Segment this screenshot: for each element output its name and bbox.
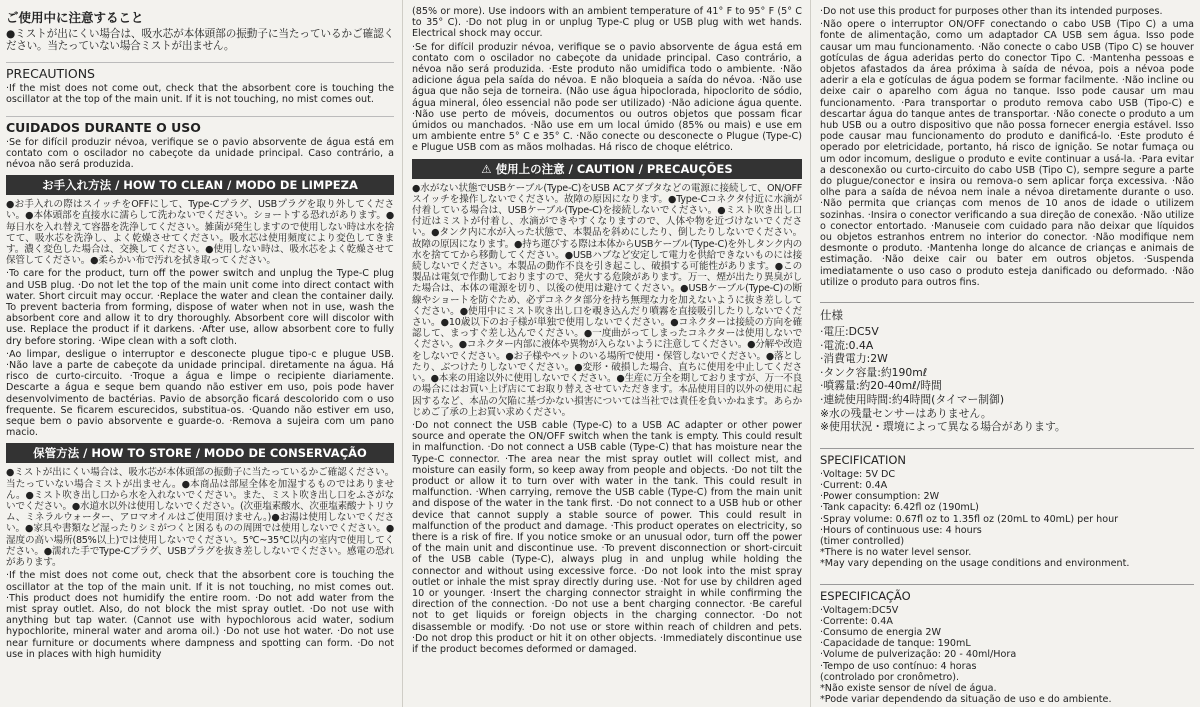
- store-en-continued: (85% or more). Use indoors with an ambient temperature of 41° F to 95° F (5° C to 35° C). ·Do not plug in or unplug Type-C plug or USB plug with wet hands. Electrical shock may occur.: [412, 6, 802, 40]
- spec-pt-line: (controlado por cronômetro).: [820, 671, 960, 683]
- column-right: [814, 0, 1200, 707]
- spec-pt-line: ·Consumo de energia 2W: [820, 627, 942, 639]
- spec-jp-heading: 仕様: [820, 302, 1194, 323]
- spec-pt-line: ·Tempo de uso contínuo: 4 horas: [820, 660, 977, 672]
- clean-pt-text: ·Ao limpar, desligue o interruptor e desconecte plugue tipo-c e plugue USB. ·Não lave a parte de cabeçote da unidade principal. diretamente na água. Há risco de curto-circuito. ·Troque a água e limpe o recipiente diariamente. Descarte a água e seque bem quando não estiver em uso, pois pode haver desenvolvimento de bactérias. Pavio de absorção ficará descolorido com o uso frequente. Se ficarem escurecidos, substitua-os. ·Quando não estiver em uso, seque bem o pavio absorvente e guarde-o. ·Remova a sujeira com um pano macio.: [6, 348, 394, 439]
- pt-usage-heading: CUIDADOS DURANTE O USO: [6, 116, 394, 135]
- precautions-text: ·If the mist does not come out, check that the absorbent core is touching the oscillator at the top of the main unit. If it is not touching, no mist comes out.: [6, 83, 394, 106]
- pt-usage-text: ·Se for difícil produzir névoa, verifique se o pavio absorvente de água está em contato com o oscilador no cabeçote da unidade principal. Caso contrário, a névoa não será produzida.: [6, 136, 394, 170]
- fold-line: [810, 0, 811, 707]
- caution-pt-text: ·Não opere o interruptor ON/OFF conectando o cabo USB (Tipo C) a uma fonte de alimentação, como um adaptador CA USB sem água. Isso pode causar um mau funcionamento. ·Não conecte o cabo USB (Tipo C) se houver gotículas de água aderidas perto do conector Tipo C. ·Mantenha pessoas e objetos afastados da área próxima à saída de névoa, pois a névoa pode aderir a ela e gotículas de água podem se formar facilmente. ·Não incline ou deixe cair o aparelho com água no tanque. Isso pode causar um mau funcionamento. ·Para transportar o produto remova cabo USB (Tipo-C) e descartar água do tanque antes de transportar. ·Não conecte o produto a um hub USB ou a outro dispositivo que não possa fornecer energia estável. Isso pode causar mau funcionamento do produto e danificá-lo. ·Este produto é operado por eletricidade, portanto, há risco de ignição. Se notar fumaça ou um odor incomum, desligue o produto e evite continuar a usá-la. ·Para evitar a desconexão ou curto-circuito do cabo USB (Tipo C), sempre segure a parte do plugue/conector e insira ou remova-o sem aplicar força excessiva. ·Não olhe para a saída de névoa nem inale a névoa diretamente durante o uso. ·Não permita que crianças com menos de 10 anos de idade o utilizem sozinhas. ·Insira o conector verificando a sua direção de conexão. ·Não utilize o conector entortado. ·Manuseie com cuidado para não deixar que líquidos ou objetos estranhos entrem no interior do conector. ·Não modifique nem desmonte o produto. ·Mantenha longe do alcance de crianças e animais de estimação. ·Não deixe cair ou bater em outros objetos. ·Suspenda imediatamente o uso caso o produto esteja danificado ou deformado. ·Não utilize o produto para outros fins.: [820, 19, 1194, 288]
- jp-usage-text: ●ミストが出にくい場合は、吸水芯が本体頭部の振動子に当たっているかご確認ください。当たっていない場合ミストが出ません。: [6, 28, 394, 53]
- spec-pt-line: ·Corrente: 0.4A: [820, 615, 893, 627]
- spec-jp-line: ※使用状況・環境によって異なる場合があります。: [820, 420, 1066, 434]
- spec-pt-list: [820, 605, 1194, 706]
- spec-en-line: ·Tank capacity: 6.42fl oz (190mL): [820, 502, 979, 514]
- spec-jp-line: ·電圧:DC5V: [820, 325, 879, 339]
- spec-en-line: ·Spray volume: 0.67fl oz to 1.35fl oz (20mL to 40mL) per hour: [820, 513, 1119, 525]
- caution-heading-label: 使用上の注意 / CAUTION / PRECAUÇÕES: [495, 161, 733, 176]
- spec-pt-line: *Não existe sensor de nível de água.: [820, 683, 997, 695]
- spec-en-line: *There is no water level sensor.: [820, 547, 972, 559]
- spec-pt-line: ·Volume de pulverização: 20 - 40ml/Hora: [820, 649, 1017, 661]
- fold-line: [402, 0, 403, 707]
- spec-pt-line: *Pode variar dependendo da situação de uso e do ambiente.: [820, 694, 1112, 706]
- spec-en-heading: SPECIFICATION: [820, 448, 1194, 467]
- how-to-store-heading: 保管方法 / HOW TO STORE / MODO DE CONSERVAÇÃO: [6, 443, 394, 463]
- spec-pt-line: ·Voltagem:DC5V: [820, 604, 899, 616]
- caution-heading: [412, 159, 802, 179]
- clean-jp-text: ●お手入れの際はスイッチをOFFにして、Type-Cプラグ、USBプラグを取り外してください。●本体頭部を直接水に濡らして洗わないでください。ショートする恐れがあります。●毎日水を入れ替えて容器を洗浄してください。雑菌が発生しますので使用しない時は水を捨てて、吸水芯を洗浄し、よく乾燥させてください。吸水芯は使用頻度により変色してきます。濃く変色した場合は、交換してください。●使用しない時は、吸水芯をよく乾燥させて保管してください。●柔らかい布で汚れを拭き取ってください。: [6, 199, 394, 267]
- spec-jp-line: ·噴霧量:約20-40mℓ/時間: [820, 379, 942, 393]
- store-jp-text: ●ミストが出にくい場合は、吸水芯が本体頭部の振動子に当たっているかご確認ください。当たっていない場合ミストが出ません。●本商品は部屋全体を加湿するものではありません。●ミスト吹き出し口から水を入れないでください。また、ミスト吹き出し口をふさがないでください。●水道水以外は使用しないでください。(次亜塩素酸水、次亜塩素酸ナトリウム、ミネラルウォーター、アロマオイルはご使用頂けません。)●お湯は使用しないでください。●家具や書類など湿ったりシミがつくと困るものの周囲では使用しないでください。●湿度の高い場所(85%以上)では使用しないでください。5℃~35℃以内の室内で使用してください。●濡れた手でType-Cプラグ、USBプラグを抜き差ししないでください。感電の恐れがあります。: [6, 467, 394, 569]
- spec-en-line: (timer controlled): [820, 536, 905, 548]
- column-left: [0, 0, 400, 707]
- spec-en-list: [820, 469, 1194, 570]
- spec-en-line: ·Current: 0.4A: [820, 480, 888, 492]
- spec-en-line: ·Hours of continuous use: 4 hours: [820, 524, 982, 536]
- spec-jp-line: ·消費電力:2W: [820, 352, 888, 366]
- spec-jp-line: ·電流:0.4A: [820, 338, 874, 352]
- spec-jp-list: [820, 325, 1194, 434]
- spec-jp-line: ·連続使用時間:約4時間(タイマー制御): [820, 393, 1005, 407]
- spec-jp-line: ※水の残量センサーはありません。: [820, 406, 992, 420]
- spec-en-line: ·Voltage: 5V DC: [820, 468, 896, 480]
- spec-pt-line: ·Capacidade de tanque: 190mL: [820, 638, 971, 650]
- spec-en-line: ·Power consumption: 2W: [820, 491, 940, 503]
- store-en-text: ·If the mist does not come out, check that the absorbent core is touching the oscillator at the top of the main unit. If it is not touching, no mist comes out. ·This product does not humidify the entire room. ·Do not add water from the mist spray outlet. Also, do not block the mist spray outlet. ·Do not use with anything but tap water. (Cannot use with hypochlorous acid water, sodium hypochlorite, mineral water and aroma oil.) ·Do not use hot water. ·Do not use near furniture or documents where dampness and spotting can form. ·Do not use in places with high humidity: [6, 570, 394, 660]
- caution-en-continued: ·Do not use this product for purposes other than its intended purposes.: [820, 6, 1163, 17]
- precautions-heading: PRECAUTIONS: [6, 62, 394, 81]
- column-middle: [406, 0, 808, 707]
- clean-en-text: ·To care for the product, turn off the power switch and unplug the Type-C plug and USB plug. ·Do not let the top of the main unit come into direct contact with water. Short circuit may occur. ·Replace the water and clean the container daily. To prevent bacteria from forming, dispose of water when not in use, wash the absorbent core and allow it to dry thoroughly. Absorbent core will discolor with use. Replace the product if it darkens. ·After use, allow absorbent core to fully dry before storing. ·Wipe clean with a soft cloth.: [6, 268, 394, 347]
- how-to-clean-heading: お手入れ方法 / HOW TO CLEAN / MODO DE LIMPEZA: [6, 175, 394, 195]
- caution-en-text: ·Do not connect the USB cable (Type-C) to a USB AC adapter or other power source and operate the ON/OFF switch when the tank is empty. This could result in malfunction. ·Do not connect a USB cable (Type-C) that has moisture near the Type-C connector. ·The area near the mist spray outlet will collect mist, and moisture can easily form, so keep away from people and objects. ·Do not tilt the product or allow it to turn over with water in the tank. This could result in malfunction. ·When carrying, remove the USB cable (Type-C) from the main unit and dispose of the water in the tank first. ·Do not connect to a USB hub or other device that cannot supply a stable source of power. This could result in malfunction of the product and damage. ·This product operates on electricity, so there is a risk of fire. If you notice smoke or an unusual odor, turn off the power of the main unit and discontinue use. ·To prevent disconnection or short-circuit of the USB cable (Type-C), always plug in and unplug while holding the connector and without using excessive force. ·Do not look into the mist spray outlet or inhale the mist spray directly during use. ·Not for use by children aged 10 or younger. ·Insert the charging connector straight in while confirming the direction of the connection. ·Do not use a bent charging connector. ·Be careful not to get liquids or foreign objects in the charging connector. ·Do not disassemble or modify. ·Do not use or store within reach of children and pets. ·Do not drop this product or hit it on other objects. ·Immediately discontinue use if the product becomes deformed or damaged.: [412, 419, 802, 655]
- spec-pt-heading: ESPECIFICAÇÃO: [820, 584, 1194, 603]
- spec-jp-line: ·タンク容量:約190mℓ: [820, 365, 928, 379]
- spec-en-line: *May vary depending on the usage conditions and environment.: [820, 558, 1130, 570]
- store-pt-text: ·Se for difícil produzir névoa, verifique se o pavio absorvente de água está em contato com o oscilador no cabeçote da unidade principal. Caso contrário, a névoa não será produzida. ·Este produto não umidifica todo o ambiente. ·Não adicione água pela saída do névoa. E não bloqueia a saída do névoa. ·Não use água que não seja de torneira. (Não use água hipoclorada, hipoclorito de sódio, água mineral, óleo essencial não pode ser utilizado) ·Não adicione água quente. ·Não use perto de móveis, documentos ou outros objetos que possam ficar úmidos ou manchados. ·Não use em um local úmido (85% ou mais) e use em um ambiente entre 5° C e 35° C. ·Não conecte ou desconecte o Plugue (Type-C) e Plugue USB com as mãos molhadas. Há risco de choque elétrico.: [412, 41, 802, 154]
- jp-usage-heading: ご使用中に注意すること: [6, 10, 144, 25]
- caution-jp-text: ●水がない状態でUSBケーブル(Type-C)をUSB ACアダプタなどの電源に接続して、ON/OFFスイッチを操作しないでください。故障の原因になります。●Type-Cコネクタ付近に水滴が付着している場合は、USBケーブル(Type-C)を接続しないでください。●ミスト吹き出し口付近はミストが付着し、水滴ができやすくなりますので、人体や物を近づけないでください。●タンク内に水が入った状態で、本製品を斜めにしたり、倒したりしないでください。故障の原因になります。●持ち運びする際は本体からUSBケーブル(Type-C)を外しタンク内の水を捨ててから移動してください。●USBハブなど安定して電力を供給できないものには接続しないでください。本製品の動作不良を引き起こし、破損する可能性があります。●この製品は電気で作動しておりますので、発火する危険があります。万一、煙が出たり異臭がした場合は、本体の電源を切り、以後の使用は避けてください。●USBケーブル(Type-C)の断線やショートを防ぐため、必ずコネクタ部分を持ち無理な力を加えないように抜き差ししてください。●使用中にミスト吹き出し口を覗き込んだり噴霧を直接吸引したりしないでください。●10歳以下のお子様が単独で使用しないでください。●コネクターは接続の方向を確認して、まっすぐ差し込んでください。●一度曲がってしまったコネクターは使用しないでください。●コネクター内部に液体や異物が入らないように注意してください。●分解や改造をしないでください。●お子様やペットのいる場所で使用・保管しないでください。●落としたり、ぶつけたりしないでください。●変形・破損した場合、直ちに使用を中止してください。●本来の用途以外に使用しないでください。●生産に万全を期しておりますが、万一不良の場合にはお買い上げ店にてお取り替えさせていただきます。本品使用目的以外の使用に起因するなど、本品の欠陥に基づかない損害については当社では責任を負いかねます。あらかじめご了承の上お買い求めください。: [412, 182, 802, 418]
